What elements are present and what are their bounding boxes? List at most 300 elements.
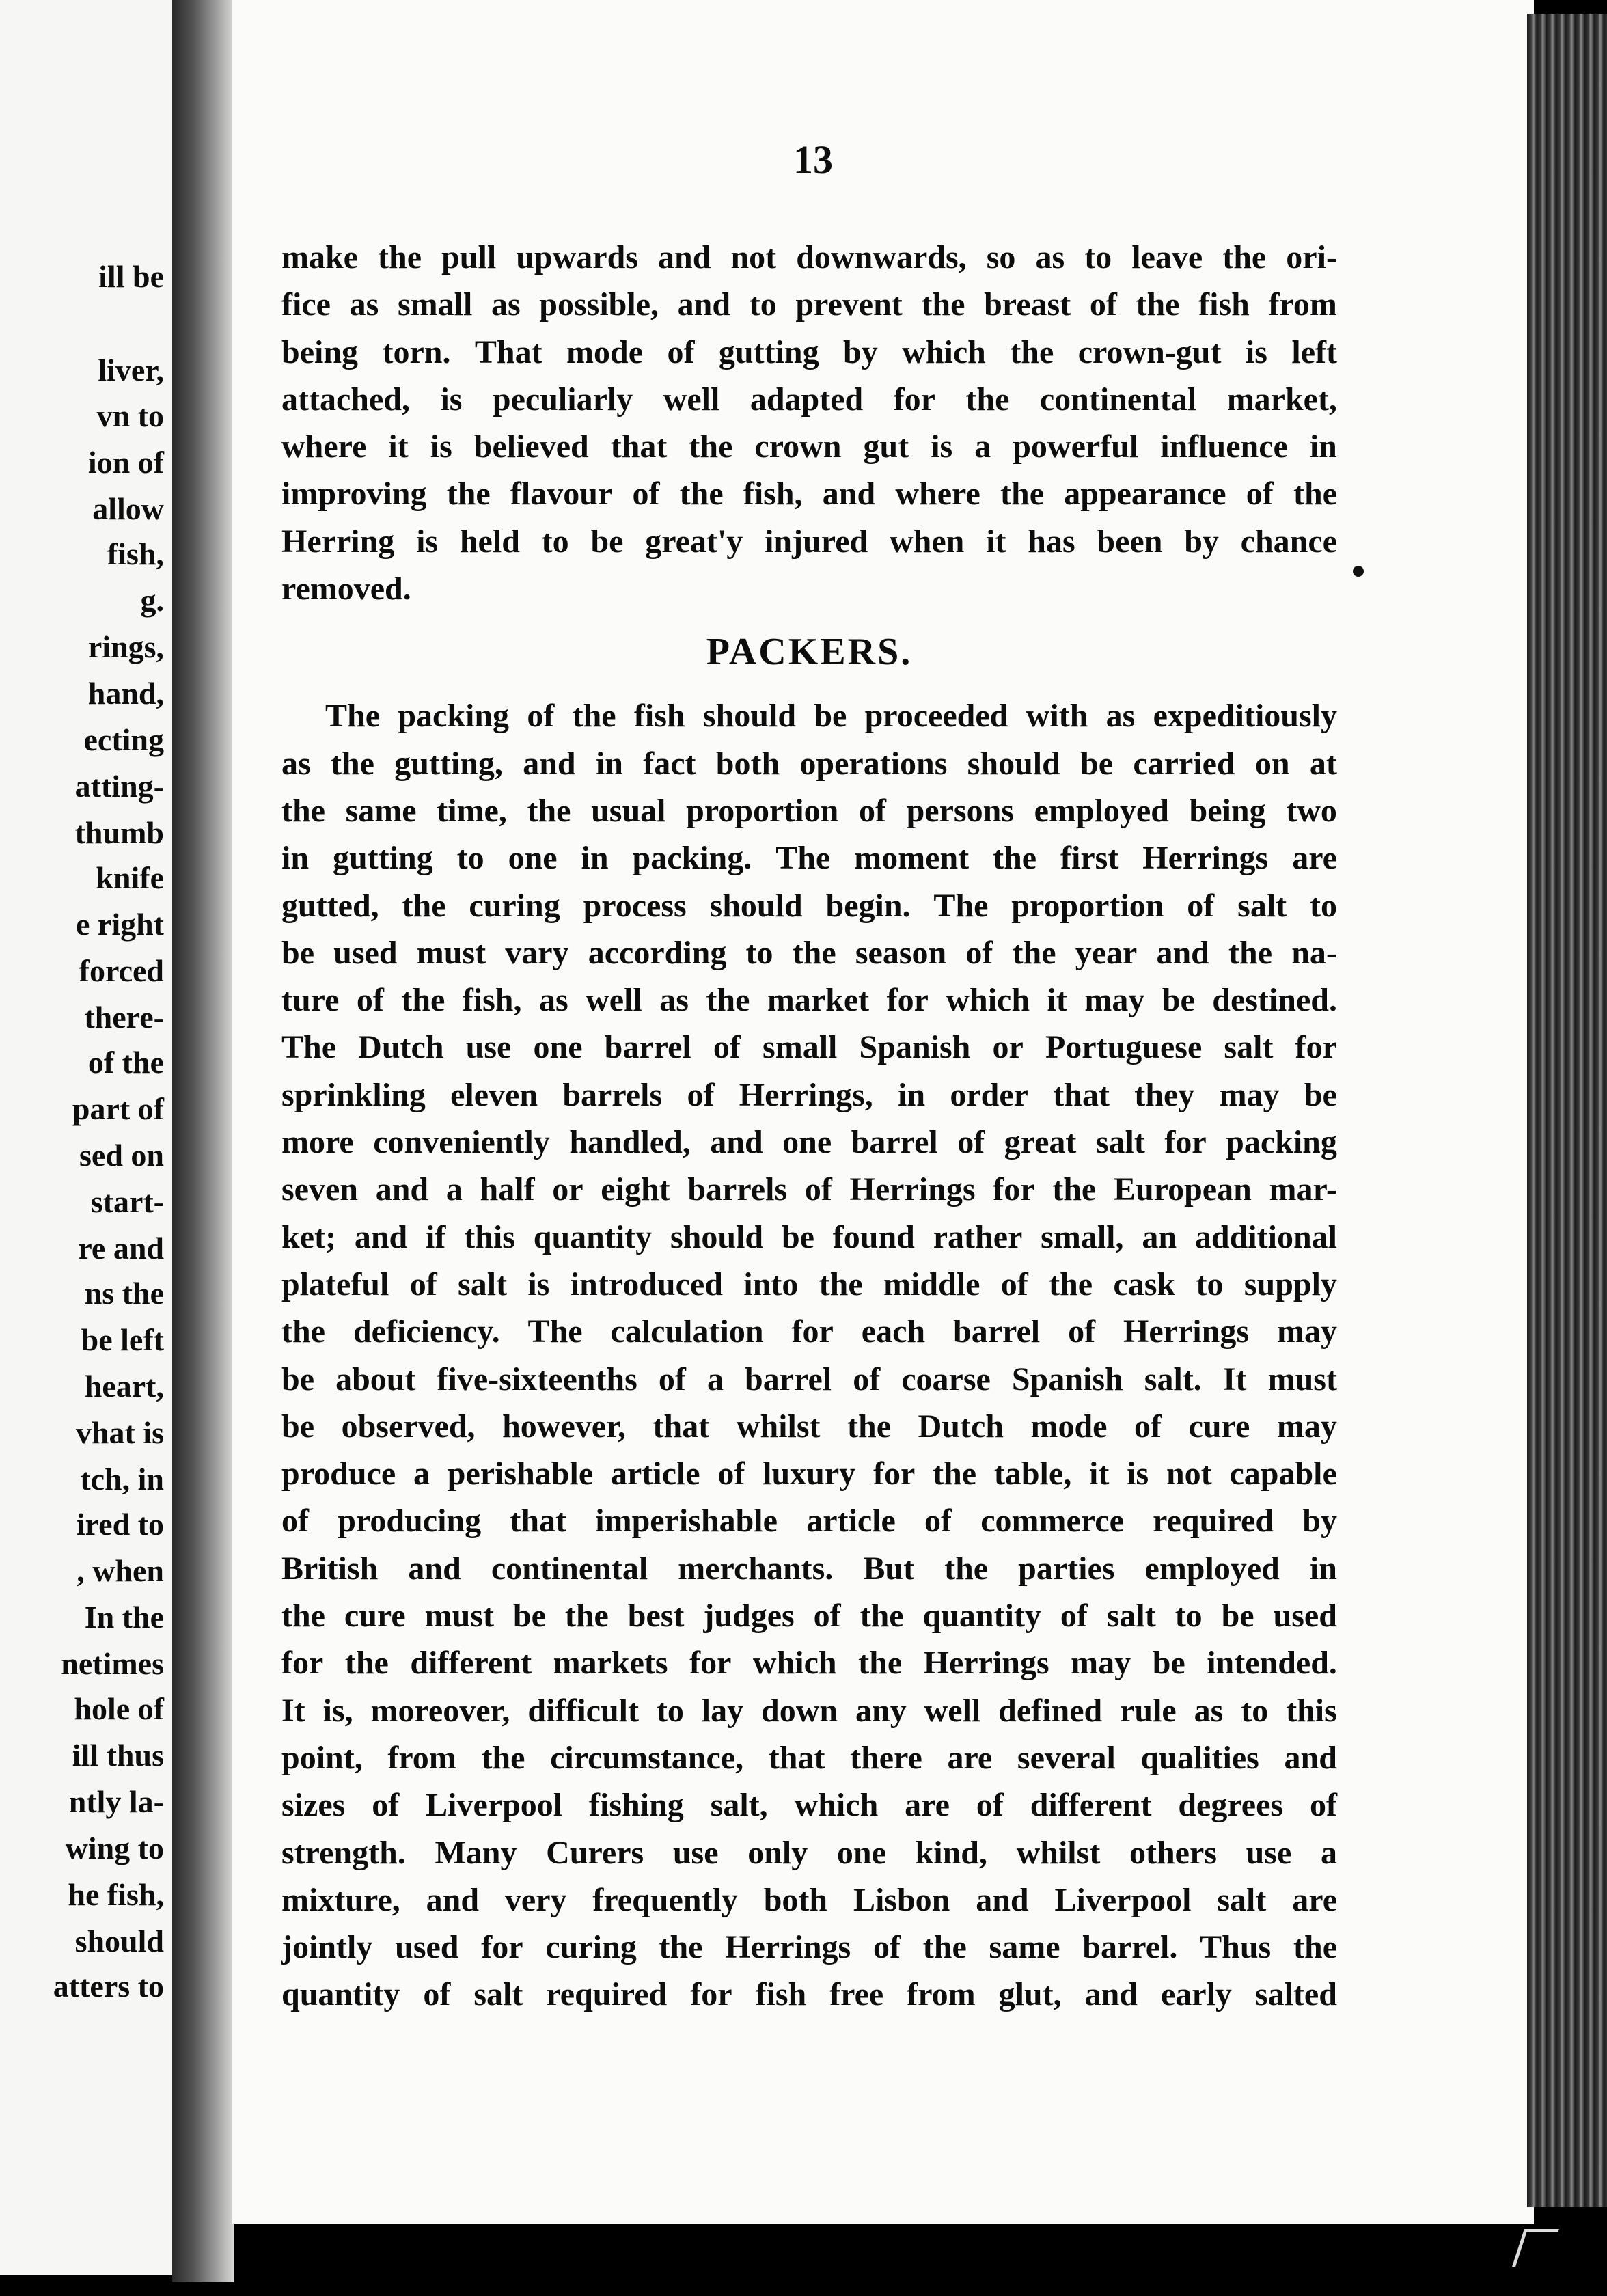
word: are — [1292, 840, 1337, 877]
word: Lisbon — [853, 1881, 950, 1918]
word: two — [1286, 792, 1337, 829]
word: by — [843, 333, 878, 370]
word: eight — [601, 1171, 670, 1208]
word: fish — [633, 698, 685, 735]
text-line — [281, 1308, 1337, 1355]
word: down — [761, 1692, 838, 1729]
word: of — [1089, 286, 1117, 323]
left-page-line: ion of — [87, 445, 164, 480]
word: any — [855, 1692, 907, 1729]
word: glut, — [998, 1976, 1062, 2013]
word: found — [832, 1218, 915, 1255]
word: by — [1302, 1503, 1337, 1540]
word: na- — [1291, 934, 1337, 971]
word: be — [781, 1218, 814, 1255]
word: first — [1060, 840, 1119, 877]
word: the — [706, 982, 750, 1019]
left-page-line: ecting — [83, 722, 164, 757]
word: where — [281, 428, 367, 465]
word: to — [749, 286, 777, 323]
word: Liverpool — [426, 1787, 563, 1824]
word: It — [281, 1692, 305, 1729]
word: cure — [344, 1598, 406, 1635]
word: the — [401, 982, 445, 1019]
word: process — [583, 887, 687, 924]
word: article — [610, 1456, 700, 1492]
text-line — [281, 1356, 1337, 1403]
text-line — [281, 423, 1337, 470]
word: that — [510, 1503, 567, 1540]
word: which — [946, 982, 1030, 1019]
word: as — [1194, 1692, 1224, 1729]
word: salt — [1224, 1029, 1274, 1066]
word: the — [858, 1645, 903, 1682]
word: curing — [545, 1929, 637, 1966]
word: Herrings — [725, 1929, 851, 1966]
left-page-line: hole of — [74, 1691, 164, 1726]
left-page-line: atting- — [74, 769, 164, 804]
word: in — [898, 1076, 926, 1113]
word: Spanish — [859, 1029, 971, 1066]
word: Herrings — [1123, 1313, 1250, 1350]
word: used — [395, 1929, 459, 1966]
word: salt — [1106, 1598, 1156, 1635]
word: has — [1028, 523, 1075, 560]
word: usual — [591, 792, 666, 829]
word: persons — [906, 792, 1014, 829]
word: Herring — [281, 523, 395, 560]
word: for — [893, 381, 935, 418]
word: injured — [765, 523, 868, 560]
word: year — [1075, 934, 1138, 971]
text-line — [281, 1781, 1337, 1829]
text-line — [281, 834, 1337, 882]
word: peculiarly — [492, 381, 633, 418]
word: should — [709, 887, 803, 924]
word: the — [944, 1550, 989, 1587]
word: of — [281, 1503, 309, 1540]
word: proportion — [1011, 887, 1164, 924]
word: to — [1084, 239, 1112, 275]
word: markets — [553, 1645, 668, 1682]
left-page-line: be left — [81, 1322, 164, 1357]
text-line — [281, 565, 1337, 612]
word: of — [1000, 1266, 1028, 1302]
word: which — [752, 1645, 837, 1682]
word: or — [552, 1171, 583, 1208]
left-page-line: he fish, — [68, 1877, 164, 1912]
word: as — [1035, 239, 1065, 275]
word: and — [375, 1171, 429, 1208]
word: Curers — [546, 1834, 644, 1871]
word: flavour — [510, 476, 613, 512]
word: one — [836, 1834, 886, 1871]
word: fice — [281, 286, 331, 323]
word: to — [1241, 1692, 1269, 1729]
word: merchants. — [678, 1550, 834, 1587]
word: of — [356, 982, 384, 1019]
word: may — [1276, 1408, 1337, 1445]
word: imperishable — [595, 1503, 778, 1540]
word: best — [627, 1598, 685, 1635]
word: observed, — [341, 1408, 476, 1445]
word: sprinkling — [281, 1076, 426, 1113]
word: proceeded — [864, 698, 1008, 735]
word: rule — [1120, 1692, 1177, 1729]
word: It — [1222, 1361, 1247, 1397]
word: additional — [1194, 1218, 1337, 1255]
word: But — [863, 1550, 915, 1587]
word: be — [512, 1598, 546, 1635]
word: judges — [703, 1598, 795, 1635]
word: for — [873, 1456, 916, 1492]
word: handled, — [569, 1124, 691, 1161]
word: being — [281, 333, 359, 370]
word: be — [281, 934, 314, 971]
word: as — [538, 982, 568, 1019]
word: from — [1268, 286, 1337, 323]
word: vary — [505, 934, 569, 971]
word: according — [588, 934, 727, 971]
word: very — [504, 1881, 567, 1918]
text-line — [281, 976, 1337, 1024]
word: Many — [435, 1834, 517, 1871]
word: time, — [437, 792, 507, 829]
word: is — [430, 428, 452, 465]
word: salt. — [1144, 1361, 1202, 1397]
word: different — [410, 1645, 532, 1682]
word: which — [794, 1787, 879, 1824]
left-page-line: rings, — [87, 629, 164, 664]
word: prevent — [795, 286, 903, 323]
word: begin. — [825, 887, 911, 924]
word: gutted, — [281, 887, 379, 924]
word: conveniently — [373, 1124, 550, 1161]
word: well — [663, 381, 720, 418]
word: the — [446, 476, 491, 512]
word: deficiency. — [353, 1313, 500, 1350]
word: market — [767, 982, 870, 1019]
word: whilst — [736, 1408, 821, 1445]
left-page-line: wing to — [65, 1831, 164, 1866]
word: there — [850, 1739, 922, 1776]
word: small — [763, 1029, 838, 1066]
word: the — [527, 792, 571, 829]
word: well — [924, 1692, 981, 1729]
word: and — [408, 1550, 461, 1587]
word: barrel — [851, 1124, 938, 1161]
word: of — [687, 1076, 715, 1113]
word: to — [456, 840, 484, 877]
text-line — [281, 1687, 1337, 1734]
left-page-line: In the — [84, 1600, 164, 1635]
word: of — [1060, 1598, 1088, 1635]
word: may — [1219, 1076, 1280, 1113]
word: Liverpool — [1054, 1881, 1192, 1918]
word: The — [933, 887, 989, 924]
word: may — [1071, 1645, 1131, 1682]
word: downwards, — [796, 239, 967, 275]
word: be — [590, 523, 624, 560]
word: gutting — [718, 333, 819, 370]
word: eleven — [450, 1076, 538, 1113]
word: season — [855, 934, 947, 971]
text-line — [281, 1592, 1337, 1639]
word: the — [1228, 934, 1273, 971]
text-line — [281, 1261, 1337, 1308]
left-page-line: heart, — [84, 1369, 164, 1404]
word: coarse — [901, 1361, 991, 1397]
word: seven — [281, 1171, 358, 1208]
word: luxury — [763, 1456, 856, 1492]
word: kind, — [915, 1834, 987, 1871]
word: be — [1152, 1645, 1185, 1682]
word: ket; — [281, 1218, 336, 1255]
word: for — [1295, 1029, 1337, 1066]
word: small — [397, 286, 473, 323]
word: fish, — [462, 982, 522, 1019]
word: ori- — [1286, 239, 1337, 275]
word: where — [895, 476, 980, 512]
left-page-line: , when — [77, 1553, 164, 1588]
word: the — [659, 1929, 703, 1966]
word: proportion — [686, 792, 839, 829]
word: to — [1175, 1598, 1203, 1635]
word: ture — [281, 982, 340, 1019]
word: The — [527, 1313, 583, 1350]
word: is — [416, 523, 439, 560]
word: of — [423, 1976, 451, 2013]
word: continental — [491, 1550, 648, 1587]
word: not — [1166, 1456, 1212, 1492]
left-page-line: allow — [92, 491, 164, 526]
word: held — [459, 523, 520, 560]
word: of — [372, 1787, 400, 1824]
word: that — [1053, 1076, 1110, 1113]
word: and — [523, 745, 576, 782]
word: must — [416, 934, 486, 971]
word: the — [792, 934, 836, 971]
word: salt — [473, 1976, 523, 2013]
word: salt — [458, 1266, 508, 1302]
word: the — [689, 428, 733, 465]
word: for — [281, 1645, 324, 1682]
word: others — [1129, 1834, 1217, 1871]
word: adapted — [750, 381, 864, 418]
word: continental — [1039, 381, 1197, 418]
word: by — [1184, 523, 1219, 560]
word: for — [689, 1645, 732, 1682]
word: market, — [1226, 381, 1337, 418]
word: as — [659, 982, 689, 1019]
word: circumstance, — [550, 1739, 744, 1776]
text-line — [281, 1119, 1337, 1166]
word: crown — [754, 428, 842, 465]
word: is — [931, 428, 953, 465]
word: producing — [338, 1503, 482, 1540]
paragraph-gutting — [281, 234, 1337, 612]
word: The — [281, 1029, 337, 1066]
word: the — [1012, 934, 1056, 971]
word: a — [445, 1171, 463, 1208]
word: to — [541, 523, 569, 560]
word: of — [957, 1124, 985, 1161]
word: it — [1089, 1456, 1110, 1492]
left-page-line: knife — [96, 860, 164, 895]
word: half — [480, 1171, 535, 1208]
word: of — [858, 792, 886, 829]
word: should — [702, 698, 797, 735]
word: at — [1309, 745, 1337, 782]
word: the — [1222, 239, 1267, 275]
word: be — [1221, 1598, 1254, 1635]
word: of — [804, 1171, 832, 1208]
word: is, — [322, 1692, 353, 1729]
word: of — [924, 1503, 952, 1540]
word: be — [1162, 982, 1195, 1019]
word: fact — [643, 745, 696, 782]
word: barrel. — [1082, 1929, 1178, 1966]
word: should — [967, 745, 1060, 782]
word: be — [281, 1361, 314, 1397]
word: Herrings, — [739, 1076, 873, 1113]
word: a — [413, 1456, 430, 1492]
left-page-line: netimes — [61, 1646, 164, 1681]
word: use — [465, 1029, 512, 1066]
word: breast — [984, 286, 1071, 323]
word: one — [782, 1124, 832, 1161]
left-page-line: vhat is — [75, 1415, 164, 1450]
left-page-line: ill thus — [72, 1738, 164, 1773]
word: on — [1254, 745, 1290, 782]
word: more — [281, 1124, 354, 1161]
word: barrels — [562, 1076, 663, 1113]
word: plateful — [281, 1266, 389, 1302]
word: of — [1134, 1408, 1162, 1445]
left-facing-page — [0, 0, 176, 2276]
word: gutting — [332, 840, 433, 877]
word: when — [890, 523, 965, 560]
word: as — [349, 286, 379, 323]
word: must — [424, 1598, 494, 1635]
word: and — [1284, 1739, 1337, 1776]
word: fish, — [743, 476, 803, 512]
word: as — [1105, 698, 1136, 735]
word: improving — [281, 476, 427, 512]
word: degrees — [1178, 1787, 1284, 1824]
book-gutter — [172, 0, 234, 2282]
word: from — [387, 1739, 456, 1776]
word: and — [426, 1881, 480, 1918]
word: the — [965, 381, 1010, 418]
word: of — [1068, 1313, 1096, 1350]
word: only — [747, 1834, 808, 1871]
left-page-line: ns the — [84, 1276, 164, 1311]
word: gut — [863, 428, 909, 465]
word: with — [1026, 698, 1088, 735]
word: employed — [1144, 1550, 1280, 1587]
word: are — [1292, 1881, 1337, 1918]
word: intended. — [1207, 1645, 1337, 1682]
word: the — [993, 840, 1037, 877]
word: be — [281, 1408, 314, 1445]
word: this — [464, 1218, 515, 1255]
word: crown-gut — [1077, 333, 1222, 370]
word: The — [775, 840, 831, 877]
left-page-line: liver, — [98, 353, 164, 387]
word: capable — [1229, 1456, 1337, 1492]
word: pull — [441, 239, 497, 275]
word: supply — [1244, 1266, 1337, 1302]
word: not — [730, 239, 777, 275]
word: attached, — [281, 381, 410, 418]
word: use — [672, 1834, 719, 1871]
text-line — [281, 281, 1337, 328]
word: of — [853, 1361, 881, 1397]
word: the — [281, 1313, 325, 1350]
left-page-line: tch, in — [80, 1462, 164, 1496]
word: of — [667, 333, 695, 370]
left-page-line: fish, — [107, 536, 164, 571]
word: of — [1187, 887, 1215, 924]
word: of — [527, 698, 555, 735]
word: same — [345, 792, 417, 829]
word: Spanish — [1011, 1361, 1123, 1397]
word: five-sixteenths — [437, 1361, 637, 1397]
word: may — [1276, 1313, 1337, 1350]
word: the — [281, 792, 325, 829]
word: from — [907, 1976, 976, 2013]
word: are — [947, 1739, 993, 1776]
word: table, — [993, 1456, 1072, 1492]
word: is — [1127, 1456, 1149, 1492]
word: leave — [1131, 239, 1203, 275]
word: been — [1097, 523, 1163, 560]
word: removed. — [281, 571, 411, 607]
word: expeditiously — [1153, 698, 1337, 735]
word: barrels — [687, 1171, 788, 1208]
word: salt — [1217, 1881, 1267, 1918]
text-line — [281, 1450, 1337, 1497]
text-line — [281, 234, 1337, 281]
word: believed — [473, 428, 589, 465]
word: fishing — [589, 1787, 684, 1824]
left-page-line: e right — [75, 907, 164, 942]
word: the — [922, 1929, 967, 1966]
word: the — [402, 887, 446, 924]
word: in — [581, 840, 609, 877]
word: or — [992, 1029, 1024, 1066]
left-page-line: thumb — [74, 815, 164, 850]
word: and — [354, 1218, 408, 1255]
word: introduced — [570, 1266, 723, 1302]
margin-mark — [1353, 566, 1364, 577]
word: the — [281, 1598, 325, 1635]
word: early — [1160, 1976, 1232, 2013]
word: commerce — [980, 1503, 1124, 1540]
word: the — [344, 1645, 389, 1682]
word: it — [986, 523, 1006, 560]
word: salt — [1095, 1124, 1145, 1161]
word: packing. — [632, 840, 752, 877]
text-line — [281, 1024, 1337, 1071]
word: required — [546, 1976, 668, 2013]
word: that — [653, 1408, 710, 1445]
section-heading: PACKERS. — [706, 631, 913, 674]
word: of — [813, 1598, 841, 1635]
word: middle — [883, 1266, 980, 1302]
word: the — [1136, 286, 1180, 323]
